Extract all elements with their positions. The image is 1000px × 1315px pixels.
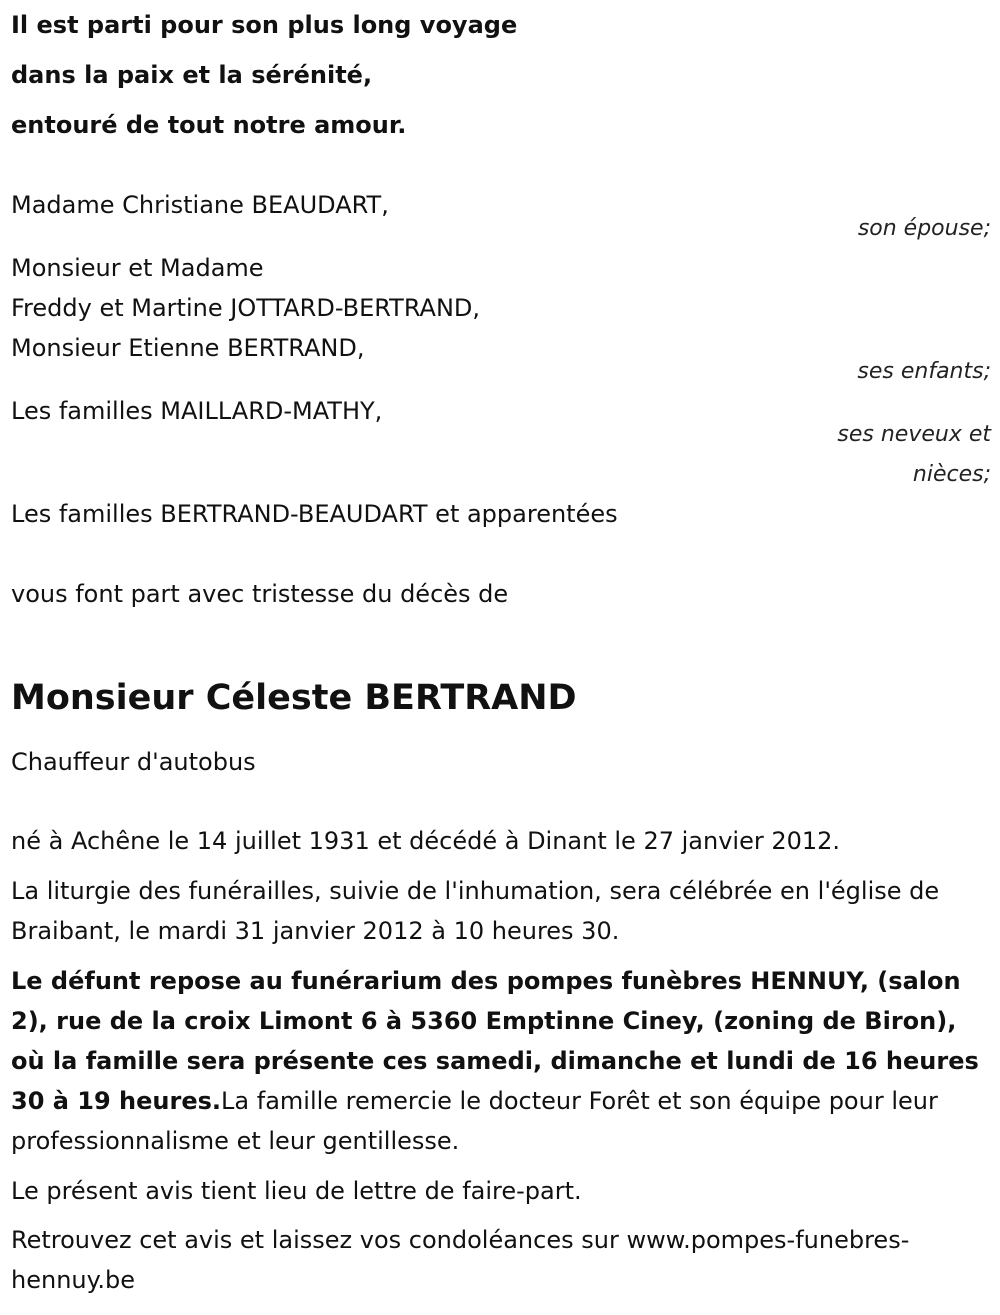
death-notice [11,0,991,1315]
family-thanks: La famille remercie le docteur Forêt et son équipe pour leur professionnalisme et leur gentillesse. [11,1087,938,1155]
nephews-role-line-1: ses neveux et [837,422,991,447]
deceased-occupation: Chauffeur d'autobus [11,748,256,776]
child-line-3: Monsieur Etienne BERTRAND, [11,334,365,362]
deceased-name: Monsieur Céleste BERTRAND [11,678,577,719]
website-paragraph: Retrouvez cet avis et laissez vos condoléances sur www.pompes-funebres-hennuy.be [11,1226,910,1294]
spouse-role: son épouse; [857,216,991,241]
announcement: vous font part avec tristesse du décès de [11,580,509,608]
related-families: Les familles BERTRAND-BEAUDART et apparentées [11,500,618,528]
notice-statement: Le présent avis tient lieu de lettre de faire-part. [11,1177,582,1205]
child-line-1: Monsieur et Madame [11,254,264,282]
liturgy-paragraph: La liturgie des funérailles, suivie de l'inhumation, sera célébrée en l'église de Braibant, le mardi 31 janvier 2012 à 10 heures 30. [11,877,940,945]
children-role: ses enfants; [857,359,991,384]
nephews-name: Les familles MAILLARD-MATHY, [11,397,383,425]
repose-and-thanks-paragraph [11,961,996,1161]
child-line-2: Freddy et Martine JOTTARD-BERTRAND, [11,294,481,322]
intro-line-3: entouré de tout notre amour. [11,111,407,139]
repose-details: Le défunt repose au funérarium des pompes funèbres HENNUY, (salon 2), rue de la croix Limont 6 à 5360 Emptinne Ciney, (zoning de Biron), où la famille sera présente ces samedi, dimanche et lundi de 16 heures 30 à 19 heures. [11,967,979,1115]
intro-line-1: Il est parti pour son plus long voyage [11,11,518,39]
nephews-role-line-2: nièces; [912,462,991,487]
spouse-name: Madame Christiane BEAUDART, [11,191,389,219]
birth-death-dates: né à Achêne le 14 juillet 1931 et décédé à Dinant le 27 janvier 2012. [11,827,841,855]
intro-line-2: dans la paix et la sérénité, [11,61,373,89]
